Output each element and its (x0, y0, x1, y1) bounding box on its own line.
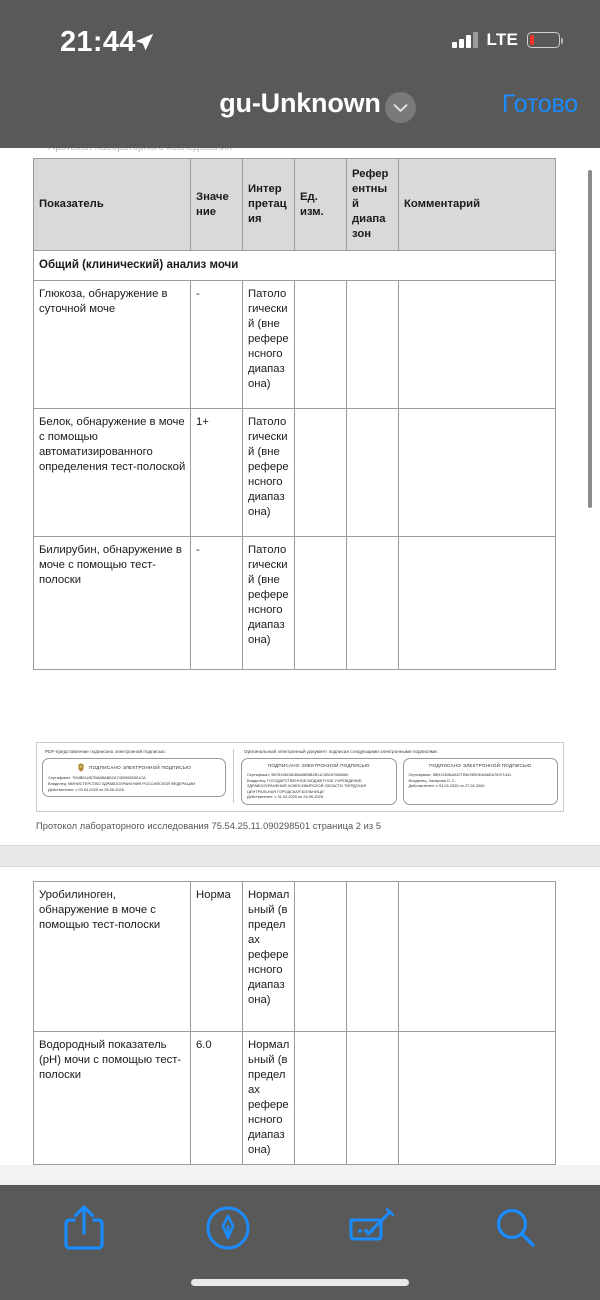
share-icon (62, 1203, 106, 1253)
vertical-scrollbar[interactable] (588, 170, 592, 508)
protocol-footer: Протокол лабораторного исследования 75.54.25.11.090298501 страница 2 из 5 (36, 821, 382, 832)
search-button[interactable] (484, 1196, 548, 1260)
document-title: gu-Unknown (219, 88, 381, 118)
table-body (34, 251, 556, 670)
cell-interpretation: Патологический (вне референсного диапазона) (243, 537, 295, 670)
cell-indicator: Водородный показатель (pH) мочи с помощью тест-полоски (34, 1032, 191, 1165)
signature-owner: Владелец: Захарова О. С. (408, 777, 456, 783)
lab-results-table-continued (33, 881, 556, 1165)
cell-unit (295, 409, 347, 537)
cell-comment (399, 409, 556, 537)
signature-caption-right: Оригинальный электронный документ подписан следующими электронными подписями: (244, 749, 438, 755)
cell-reference (347, 409, 399, 537)
cell-unit (295, 882, 347, 1032)
signature-card (241, 758, 397, 805)
column-header-interpretation: Интер претац ия (243, 159, 295, 251)
done-button[interactable]: Готово (502, 90, 578, 118)
signature-card (42, 758, 226, 797)
cell-value: Норма (191, 882, 243, 1032)
table-header (34, 159, 556, 251)
cell-comment (399, 1032, 556, 1165)
column-header-value: Значе ние (191, 159, 243, 251)
page-separator (0, 845, 600, 867)
table-section-row (34, 251, 556, 281)
cell-comment (399, 281, 556, 409)
signature-owner: Владелец: ГОСУДАРСТВЕННОЕ БЮДЖЕТНОЕ УЧРЕЖДЕНИЕ ЗДРАВООХРАНЕНИЯ НОВОСИБИРСКОЙ ОБЛАСТИ "БЕРДСКАЯ ЦЕНТРАЛЬНАЯ ГОРОДСКАЯ БОЛЬНИЦА" (247, 777, 367, 794)
annotate-signature-icon (345, 1206, 399, 1250)
status-bar (0, 0, 600, 72)
table-body-continued (34, 882, 556, 1165)
cell-interpretation: Нормальный (в пределах референсного диапазона) (243, 1032, 295, 1165)
section-title: Общий (клинический) анализ мочи (34, 251, 556, 281)
table-row (34, 281, 556, 409)
navigation-bar (0, 72, 600, 148)
table-row (34, 1032, 556, 1165)
signature-card-title: ПОДПИСАНО ЭЛЕКТРОННОЙ ПОДПИСЬЮ (267, 762, 370, 768)
table-row (34, 409, 556, 537)
cell-interpretation: Патологический (вне референсного диапазона) (243, 409, 295, 537)
location-arrow-icon (134, 32, 155, 53)
column-header-indicator: Показатель (34, 159, 191, 251)
table-header-row (34, 159, 556, 251)
column-header-unit: Ед. изм. (295, 159, 347, 251)
signature-card-title: ПОДПИСАНО ЭЛЕКТРОННОЙ ПОДПИСЬЮ (429, 762, 532, 768)
signature-validity: Действителен: с 31.03.2025 по 24.06.2026 (247, 794, 323, 800)
battery-low-icon (527, 32, 560, 48)
cell-value: 1+ (191, 409, 243, 537)
lab-results-table (33, 158, 556, 670)
top-chrome (0, 0, 600, 148)
cell-interpretation: Нормальный (в пределах референсного диапазона) (243, 882, 295, 1032)
signature-validity: Действителен: с 03.04.2025 по 27.06.2026 (408, 783, 485, 789)
signature-validity: Действителен: с 03.04.2025 по 26.06.2026 (48, 786, 124, 792)
signature-divider (233, 749, 234, 803)
cell-comment (399, 882, 556, 1032)
pdf-page-2 (0, 148, 600, 845)
signature-card (403, 758, 559, 805)
cell-indicator: Уробилиноген, обнаружение в моче с помощью тест-полоски (34, 882, 191, 1032)
cell-reference (347, 281, 399, 409)
cell-indicator: Белок, обнаружение в моче с помощью автоматизированного определения тест-полоской (34, 409, 191, 537)
share-button[interactable] (52, 1196, 116, 1260)
cellular-signal-icon (452, 32, 478, 48)
status-bar-indicators (452, 30, 560, 50)
cell-reference (347, 882, 399, 1032)
search-icon (493, 1205, 539, 1251)
cell-unit (295, 1032, 347, 1165)
chevron-down-icon[interactable] (385, 92, 416, 123)
cell-value: 6.0 (191, 1032, 243, 1165)
home-indicator (191, 1279, 409, 1286)
signature-caption-left: PDF-представление подписано электронной подписью: (45, 749, 166, 755)
electronic-signature-block (36, 742, 564, 812)
markup-button[interactable] (196, 1196, 260, 1260)
cell-reference (347, 537, 399, 670)
cell-indicator: Билирубин, обнаружение в моче с помощью тест-полоски (34, 537, 191, 670)
cell-unit (295, 281, 347, 409)
cell-unit (295, 537, 347, 670)
carrier-label: LTE (486, 30, 518, 49)
cell-comment (399, 537, 556, 670)
pdf-page-3 (0, 867, 600, 1165)
russian-emblem-icon (77, 763, 85, 772)
table-row (34, 537, 556, 670)
cell-reference (347, 1032, 399, 1165)
signature-card-title: ПОДПИСАНО ЭЛЕКТРОННОЙ ПОДПИСЬЮ (89, 764, 191, 770)
column-header-comment: Комментарий (399, 159, 556, 251)
column-header-reference: Рефер ентны й диапа зон (347, 159, 399, 251)
signature-owner: Владелец: МИНИСТЕРСТВО ЗДРАВООХРАНЕНИЯ РОССИЙСКОЙ ФЕДЕРАЦИИ (48, 781, 196, 787)
signature-certificate: Сертификат: 7М4ВБ1И57В6АВАВБ2А74529650501СА (48, 775, 146, 781)
cell-value: - (191, 281, 243, 409)
chevron-down-glyph (393, 103, 408, 113)
bottom-toolbar (0, 1185, 600, 1300)
cell-interpretation: Патологический (вне референсного диапазона) (243, 281, 295, 409)
table-row (34, 882, 556, 1032)
status-bar-clock: 21:44 (60, 26, 136, 58)
document-scroll-area[interactable] (0, 148, 600, 1185)
signature-card-heading (48, 763, 220, 772)
signature-group-original (241, 747, 558, 805)
cell-value: - (191, 537, 243, 670)
cell-indicator: Глюкоза, обнаружение в суточной моче (34, 281, 191, 409)
signature-certificate: Сертификат: 5ВН1350БАА57ГВБО9ВОDАА6ЕА78971441 (408, 771, 512, 777)
signature-certificate: Сертификат: 5В78198ОАБВБАВВ5В2В11С4В157665660 (247, 771, 349, 777)
signature-group-pdf (42, 747, 226, 805)
markup-pen-icon (204, 1204, 252, 1252)
annotate-button[interactable] (340, 1196, 404, 1260)
